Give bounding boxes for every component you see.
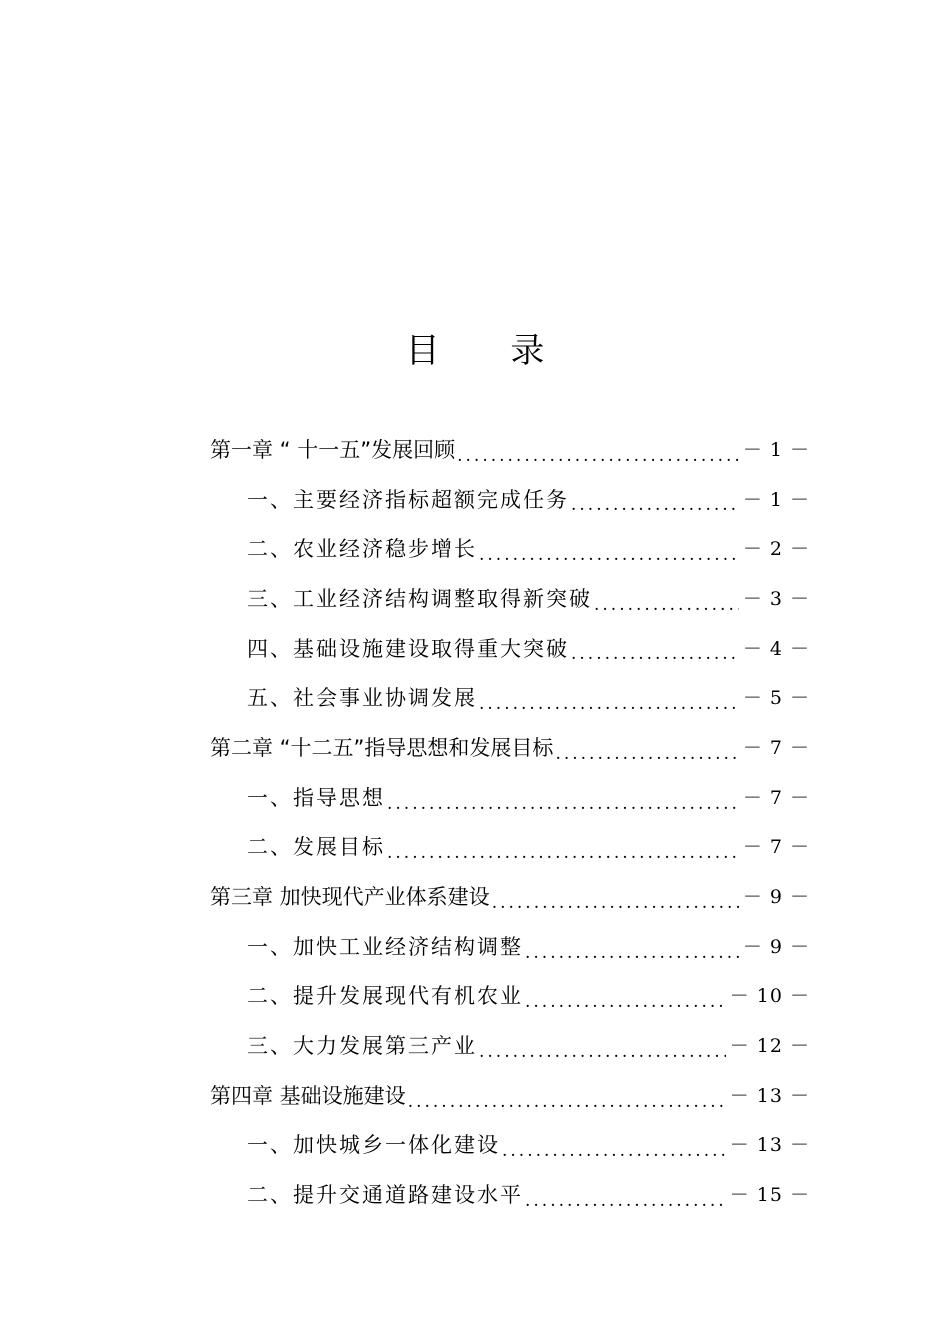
toc-entry-title: 二、提升交通道路建设水平 (247, 1183, 523, 1208)
toc-entry-chapter[interactable] (210, 872, 810, 922)
toc-list (210, 425, 810, 1220)
toc-entry-section[interactable] (210, 524, 810, 574)
toc-dot-leader (479, 1045, 726, 1071)
toc-page-number: － 3 － (742, 587, 810, 610)
toc-entry-section[interactable] (210, 823, 810, 873)
toc-dot-leader (571, 647, 739, 673)
toc-entry-section[interactable] (210, 1021, 810, 1071)
toc-entry-title: 一、加快城乡一体化建设 (247, 1133, 500, 1158)
toc-page-number: － 13 － (729, 1084, 810, 1107)
toc-page-number: － 1 － (742, 438, 810, 461)
toc-dot-leader (408, 1095, 726, 1121)
toc-dot-leader (479, 548, 739, 574)
toc-dot-leader (525, 1194, 726, 1220)
toc-title: 目 录 (405, 331, 575, 371)
toc-entry-chapter[interactable] (210, 723, 810, 773)
toc-page-number: － 5 － (742, 687, 810, 710)
toc-entry-title: 一、加快工业经济结构调整 (247, 934, 523, 959)
toc-dot-leader (555, 747, 738, 773)
toc-entry-section[interactable] (210, 972, 810, 1022)
toc-entry-section[interactable] (210, 1170, 810, 1220)
toc-entry-title: 四、基础设施建设取得重大突破 (247, 636, 569, 661)
toc-dot-leader (525, 946, 739, 972)
toc-entry-title: 五、社会事业协调发展 (247, 686, 477, 711)
toc-entry-section[interactable] (210, 922, 810, 972)
toc-dot-leader (387, 846, 739, 872)
toc-dot-leader (492, 896, 739, 922)
toc-entry-title: 第二章 “十二五”指导思想和发展目标 (210, 735, 554, 760)
toc-entry-chapter[interactable] (210, 425, 810, 475)
toc-entry-section[interactable] (210, 574, 810, 624)
toc-page-number: － 4 － (742, 637, 810, 660)
toc-dot-leader (457, 449, 739, 475)
toc-page-number: － 12 － (729, 1035, 810, 1058)
toc-page-number: － 13 － (729, 1134, 810, 1157)
toc-entry-title: 二、农业经济稳步增长 (247, 537, 477, 562)
toc-entry-title: 第三章 加快现代产业体系建设 (210, 885, 490, 910)
toc-page-number: － 2 － (742, 538, 810, 561)
toc-entry-section[interactable] (210, 475, 810, 525)
toc-entry-title: 三、大力发展第三产业 (247, 1034, 477, 1059)
toc-entry-title: 第四章 基础设施建设 (210, 1083, 406, 1108)
toc-dot-leader (525, 995, 726, 1021)
toc-entry-section[interactable] (210, 773, 810, 823)
toc-dot-leader (502, 1144, 726, 1170)
toc-entry-section[interactable] (210, 1121, 810, 1171)
toc-dot-leader (594, 598, 739, 624)
toc-entry-section[interactable] (210, 673, 810, 723)
toc-entry-section[interactable] (210, 624, 810, 674)
toc-entry-title: 二、发展目标 (247, 835, 385, 860)
toc-page-number: － 15 － (729, 1184, 810, 1207)
toc-page-number: － 7 － (742, 836, 810, 859)
toc-entry-title: 三、工业经济结构调整取得新突破 (247, 586, 592, 611)
toc-entry-chapter[interactable] (210, 1071, 810, 1121)
toc-entry-title: 第一章 “ 十一五”发展回顾 (210, 437, 456, 462)
toc-dot-leader (479, 697, 739, 723)
toc-dot-leader (387, 797, 739, 823)
toc-page-number: － 9 － (742, 935, 810, 958)
toc-page-number: － 1 － (742, 488, 810, 511)
toc-dot-leader (571, 498, 739, 524)
toc-page-number: － 9 － (742, 886, 810, 909)
toc-entry-title: 一、主要经济指标超额完成任务 (247, 487, 569, 512)
toc-entry-title: 一、指导思想 (247, 785, 385, 810)
toc-page-number: － 7 － (742, 786, 810, 809)
toc-entry-title: 二、提升发展现代有机农业 (247, 984, 523, 1009)
toc-page-number: － 7 － (742, 736, 810, 759)
toc-page-number: － 10 － (729, 985, 810, 1008)
